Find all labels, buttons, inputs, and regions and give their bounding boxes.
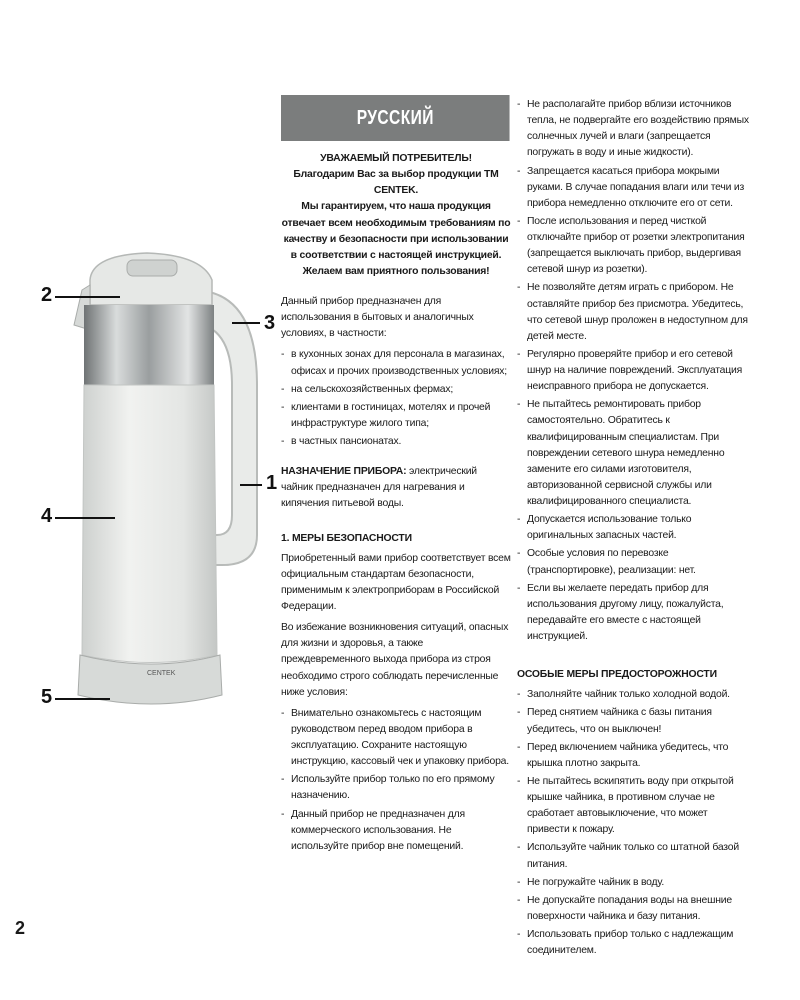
special-list-item: - Используйте чайник только со штатной базой питания.: [517, 840, 749, 872]
special-list-item: - Использовать прибор только с надлежащим соединителем.: [517, 927, 749, 959]
callout-line-3: [232, 322, 260, 324]
brand-logo: CENTEK: [147, 670, 176, 677]
greeting-title: УВАЖАЕМЫЙ ПОТРЕБИТЕЛЬ!: [320, 153, 472, 164]
safety-list-right: [517, 97, 749, 645]
greeting-guarantee: Мы гарантируем, что наша продукция отвечает всем необходимым требованиям по качеству и безопасности при использовании в соответствии с настоящей инструкцией. Желаем вам приятного пользования!: [281, 201, 511, 277]
safety-list-item: - Не позволяйте детям играть с прибором. Не оставляйте прибор без присмотра. Убедитесь, что сетевой шнур проложен в недоступном для детей месте.: [517, 280, 749, 345]
safety-paragraph-2: Во избежание возникновения ситуаций, опасных для жизни и здоровья, а также преждевременного выхода прибора из строя необходимо строго соблюдать перечисленные ниже условия:: [281, 622, 509, 698]
safety-list-item: - После использования и перед чисткой отключайте прибор от розетки электропитания (запрещается выключать прибор, выдергивая сетевой шнур из розетки).: [517, 214, 749, 279]
callout-number-4: 4: [41, 505, 53, 527]
kettle-illustration: [52, 235, 282, 725]
special-list-item: - Перед включением чайника убедитесь, что крышка плотно закрыта.: [517, 740, 749, 772]
purpose-text: электрический чайник предназначен для нагревания и кипячения питьевой воды.: [281, 466, 477, 510]
callout-line-4: [55, 517, 115, 519]
safety-heading: 1. МЕРЫ БЕЗОПАСНОСТИ: [281, 532, 412, 544]
special-list-item: - Перед снятием чайника с базы питания убедитесь, что он выключен!: [517, 705, 749, 737]
safety-list-item: - Не располагайте прибор вблизи источников тепла, не подвергайте его воздействию прямых солнечных лучей и влаги (запрещается погружать в воду и иные жидкости).: [517, 97, 749, 162]
page-number: 2: [15, 918, 26, 938]
greeting-block: [281, 151, 511, 280]
safety-list-item: - Используйте прибор только по его прямому назначению.: [281, 772, 511, 804]
safety-list-item: - Внимательно ознакомьтесь с настоящим руководством перед вводом прибора в эксплуатацию. Сохраните настоящую инструкцию, кассовый чек и упаковку прибора.: [281, 706, 511, 771]
safety-list-item: - Допускается использование только оригинальных запасных частей.: [517, 512, 749, 544]
safety-list-item: - Данный прибор не предназначен для коммерческого использования. Не используйте прибор вне помещений.: [281, 807, 511, 855]
special-list-item: - Не пытайтесь вскипятить воду при открытой крышке чайника, в противном случае не сработает автовыключение, что может привести к пожару.: [517, 774, 749, 839]
language-banner: РУССКИЙ: [281, 95, 510, 141]
callout-number-2: 2: [41, 284, 53, 306]
intro-list-item: - в кухонных зонах для персонала в магазинах, офисах и прочих производственных условиях;: [281, 347, 511, 379]
left-text-column: [281, 95, 511, 857]
purpose-label: НАЗНАЧЕНИЕ ПРИБОРА:: [281, 466, 407, 478]
callout-number-1: 1: [266, 472, 278, 494]
intro-paragraph: Данный прибор предназначен для использования в бытовых и аналогичных условиях, в частности:: [281, 296, 474, 340]
callout-number-5: 5: [41, 686, 53, 708]
callout-line-5: [55, 698, 110, 700]
callout-line-2: [55, 296, 120, 298]
special-list-item: - Не погружайте чайник в воду.: [517, 875, 749, 891]
intro-list-item: - на сельскохозяйственных фермах;: [281, 382, 511, 398]
safety-list-item: - Если вы желаете передать прибор для использования другому лицу, пожалуйста, передавайте его вместе с настоящей инструкцией.: [517, 581, 749, 646]
safety-list-left: [281, 706, 511, 855]
intro-list-item: - клиентами в гостиницах, мотелях и прочей инфраструктуре жилого типа;: [281, 400, 511, 432]
safety-list-item: - Запрещается касаться прибора мокрыми руками. В случае попадания влаги или течи из прибора немедленно отключите его от сети.: [517, 164, 749, 212]
special-list-item: - Заполняйте чайник только холодной водой.: [517, 687, 749, 703]
greeting-thanks: Благодарим Вас за выбор продукции ТМ CENTEK.: [293, 169, 499, 197]
right-text-column: [517, 97, 749, 961]
callout-number-3: 3: [264, 312, 276, 334]
safety-list-item: - Не пытайтесь ремонтировать прибор самостоятельно. Обратитесь к квалифицированным специалистам. При повреждении сетевого шнура немедленно замените его силами изготовителя, авторизованной сервисной службы или квалифицированного специалиста.: [517, 397, 749, 510]
intro-list-item: - в частных пансионатах.: [281, 434, 511, 450]
special-list-item: - Не допускайте попадания воды на внешние поверхности чайника и базу питания.: [517, 893, 749, 925]
special-precautions-list: [517, 687, 749, 959]
intro-list: [281, 347, 511, 450]
safety-list-item: - Особые условия по перевозке (транспортировке), реализации: нет.: [517, 546, 749, 578]
callout-line-1: [240, 484, 262, 486]
special-precautions-heading: ОСОБЫЕ МЕРЫ ПРЕДОСТОРОЖНОСТИ: [517, 669, 717, 681]
safety-list-item: - Регулярно проверяйте прибор и его сетевой шнур на наличие повреждений. Эксплуатация неисправного прибора не допускается.: [517, 347, 749, 395]
safety-paragraph-1: Приобретенный вами прибор соответствует всем официальным стандартам безопасности, применимым к электроприборам в Российской Федерации.: [281, 552, 511, 612]
purpose-paragraph: [281, 464, 511, 512]
